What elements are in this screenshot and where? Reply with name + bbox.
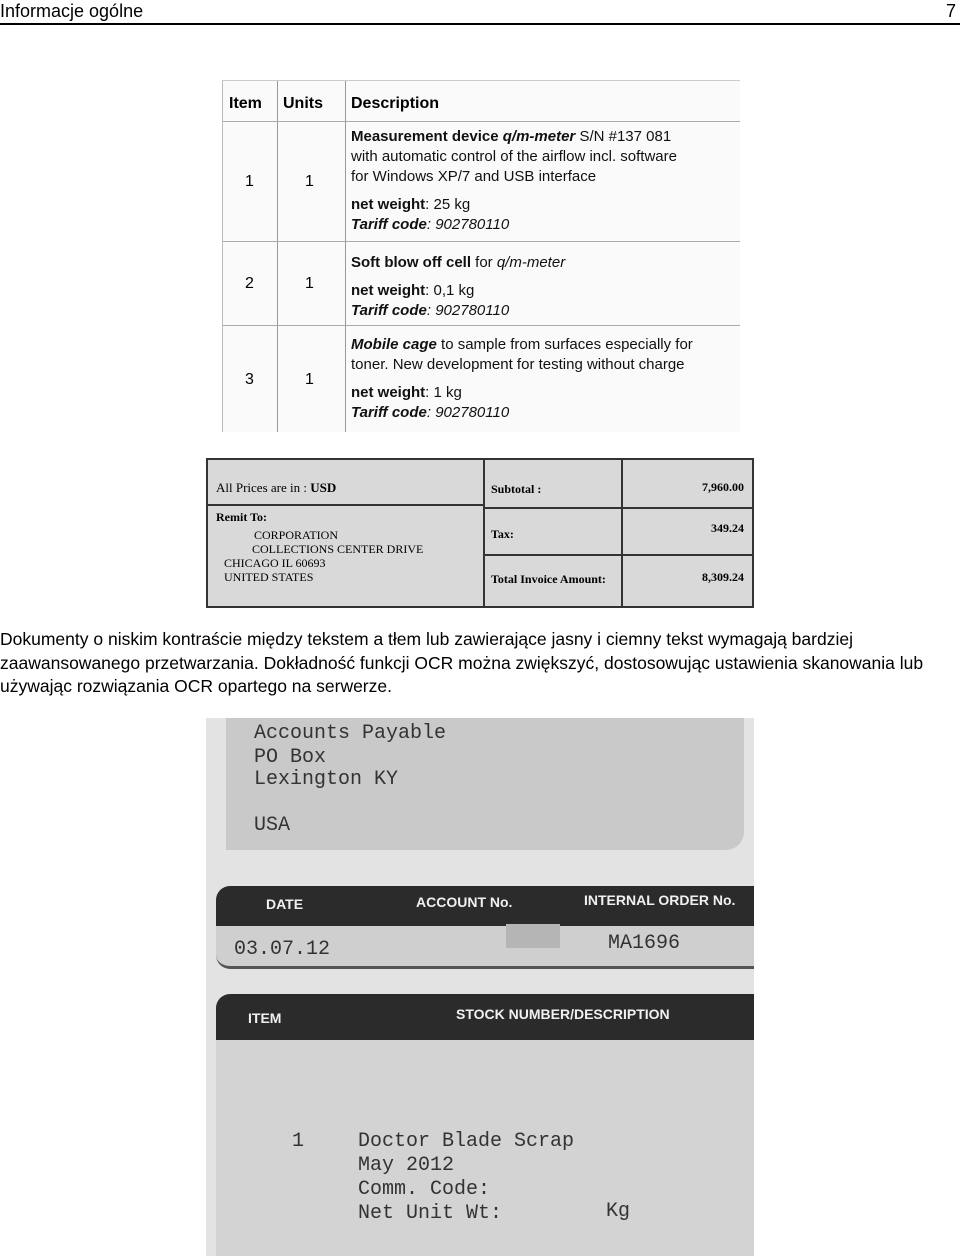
total-label: Total Invoice Amount:: [491, 572, 606, 586]
order-header-bar: [216, 886, 754, 926]
description-line: Comm. Code:: [358, 1178, 491, 1201]
column-divider: [277, 81, 278, 432]
column-divider: [345, 81, 346, 432]
header-rule: [0, 23, 960, 25]
subtotal-row: [485, 460, 752, 509]
subtotal-label: Subtotal :: [491, 482, 542, 496]
section-title: Informacje ogólne: [0, 1, 144, 21]
address-line: CHICAGO IL 60693: [224, 556, 326, 570]
units-value: 1: [305, 371, 314, 388]
description-line: Net Unit Wt:: [358, 1202, 503, 1225]
page-number: 7: [945, 1, 956, 21]
column-header-units: Units: [283, 95, 323, 112]
description-line: Mobile cage to sample from surfaces especially for: [351, 336, 693, 353]
redacted-account-box: [506, 924, 560, 948]
invoice-totals-figure: [206, 458, 754, 608]
description-line: Measurement device q/m-meter S/N #137 081: [351, 128, 672, 145]
address-box: [226, 718, 744, 850]
description-line: net weight: 25 kg: [351, 196, 471, 213]
description-line: net weight: 1 kg: [351, 384, 462, 401]
unit-value: Kg: [606, 1200, 631, 1223]
section-divider: [208, 504, 483, 506]
stock-label: STOCK NUMBER/DESCRIPTION: [456, 1006, 670, 1022]
description-line: Doctor Blade Scrap: [358, 1130, 575, 1153]
item-header-bar: [216, 994, 754, 1040]
description-line: net weight: 0,1 kg: [351, 282, 475, 299]
item-number: 3: [245, 371, 254, 388]
subtotal-value: 7,960.00: [702, 480, 744, 494]
units-value: 1: [305, 173, 314, 190]
date-label: DATE: [266, 896, 304, 912]
order-label: INTERNAL ORDER No.: [584, 892, 736, 908]
units-value: 1: [305, 275, 314, 292]
description-line: Soft blow off cell for q/m-meter: [351, 254, 566, 271]
tax-label: Tax:: [491, 527, 514, 541]
scanned-order-figure: [206, 718, 754, 1256]
total-row: [485, 554, 752, 601]
address-line: Accounts Payable: [254, 722, 447, 745]
description-row-2: [351, 253, 565, 321]
page-header: [0, 0, 960, 26]
total-value: 8,309.24: [702, 570, 744, 584]
row-divider: [223, 241, 740, 242]
description-line: Tariff code: 902780110: [351, 302, 510, 319]
row-divider: [223, 121, 740, 122]
account-label: ACCOUNT No.: [416, 894, 513, 910]
body-paragraph: Dokumenty o niskim kontraście między tekstem a tłem lub zawierające jasny i ciemny tekst wymagają bardziej zaawansowanego przetwarzania. Dokładność funkcji OCR można zwiększyć, dostosowując ustawienia skanowania lub używając rozwiązania OCR opartego na serwerze.: [0, 629, 924, 696]
item-number: 1: [245, 173, 254, 190]
description-line: Tariff code: 902780110: [351, 216, 510, 233]
address-line: Lexington KY: [254, 768, 399, 791]
item-table-figure: [222, 80, 740, 432]
totals-section: [483, 460, 752, 606]
order-value: MA1696: [608, 932, 681, 955]
address-line: UNITED STATES: [224, 570, 314, 584]
description-line: Tariff code: 902780110: [351, 404, 510, 421]
address-line: CORPORATION: [254, 528, 339, 542]
row-divider: [223, 325, 740, 326]
column-header-description: Description: [351, 95, 440, 112]
currency-line: All Prices are in : USD: [216, 480, 337, 495]
remit-label: Remit To:: [216, 510, 267, 524]
description-line: for Windows XP/7 and USB interface: [351, 168, 597, 185]
item-body: [216, 1040, 754, 1256]
address-line: USA: [254, 814, 291, 837]
address-line: COLLECTIONS CENTER DRIVE: [252, 542, 424, 556]
date-value: 03.07.12: [234, 938, 331, 961]
description-row-3: [351, 335, 693, 423]
description-line: May 2012: [358, 1154, 455, 1177]
tax-row: [485, 507, 752, 556]
order-values-row: [216, 926, 754, 969]
item-label: ITEM: [248, 1010, 282, 1026]
description-row-1: [351, 127, 677, 235]
description-line: toner. New development for testing without charge: [351, 356, 685, 373]
address-line: PO Box: [254, 746, 327, 769]
tax-value: 349.24: [711, 521, 744, 535]
item-number: 1: [292, 1130, 305, 1153]
remit-section: [208, 460, 483, 606]
item-number: 2: [245, 275, 254, 292]
column-header-item: Item: [229, 95, 262, 112]
description-line: with automatic control of the airflow incl. software: [351, 148, 677, 165]
